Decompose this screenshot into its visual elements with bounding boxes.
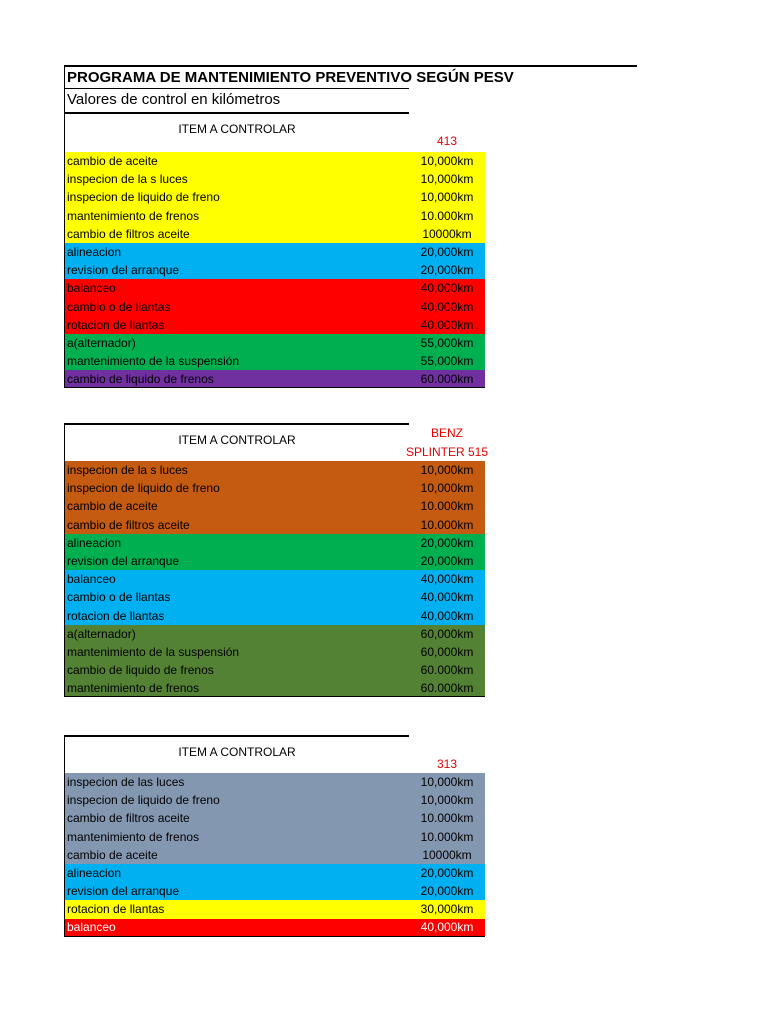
table-row xyxy=(64,479,485,497)
header-label: ITEM A CONTROLAR xyxy=(178,433,296,447)
km-value-cell: 40,000km xyxy=(420,572,474,587)
km-value-cell: 10,000km xyxy=(420,154,474,169)
table-row xyxy=(64,370,485,388)
table-row xyxy=(64,152,485,170)
table-row xyxy=(64,661,485,679)
item-cell: a(alternador) xyxy=(67,626,136,641)
km-value-cell: 10,000km xyxy=(420,190,474,205)
item-cell: inspecion de liquido de freno xyxy=(67,793,220,808)
table-row xyxy=(64,809,485,827)
km-value-cell: 10.000km xyxy=(420,499,474,514)
item-cell: cambio de aceite xyxy=(67,499,158,514)
item-cell: revision del arranque xyxy=(67,554,180,569)
item-cell: cambio de filtros aceite xyxy=(67,517,190,532)
table-row xyxy=(64,570,485,588)
item-cell: cambio de liquido de frenos xyxy=(67,371,214,386)
item-cell: alineacion xyxy=(67,535,122,550)
table-row xyxy=(64,261,485,279)
item-cell: alineacion xyxy=(67,245,122,260)
table-row xyxy=(64,279,485,297)
table-row xyxy=(64,170,485,188)
item-cell: balanceo xyxy=(67,281,116,296)
table-row xyxy=(64,552,485,570)
table-row xyxy=(64,588,485,606)
vehicle-label: 313 xyxy=(436,757,458,771)
item-cell: mantenimiento de frenos xyxy=(67,208,200,223)
table-row xyxy=(64,846,485,864)
header-label: ITEM A CONTROLAR xyxy=(178,122,296,136)
item-cell: mantenimiento de la suspensión xyxy=(67,644,240,659)
header-label: ITEM A CONTROLAR xyxy=(178,745,296,759)
table-row xyxy=(64,316,485,334)
km-value-cell: 60.000km xyxy=(420,663,474,678)
item-cell: cambio o de llantas xyxy=(67,299,171,314)
item-cell: rotacion de llantas xyxy=(67,608,165,623)
km-value-cell: 10,000km xyxy=(420,793,474,808)
km-value-cell: 30,000km xyxy=(420,902,474,917)
table-rows xyxy=(64,461,485,697)
item-cell: revision del arranque xyxy=(67,884,180,899)
km-value-cell: 55,000km xyxy=(420,335,474,350)
km-value-cell: 40,000km xyxy=(420,317,474,332)
km-value-cell: 60.000km xyxy=(420,371,474,386)
item-cell: cambio de liquido de frenos xyxy=(67,663,214,678)
km-value-cell: 10.000km xyxy=(420,811,474,826)
km-value-cell: 20,000km xyxy=(420,535,474,550)
table-row xyxy=(64,461,485,479)
table-row xyxy=(64,791,485,809)
table-row xyxy=(64,534,485,552)
item-cell: revision del arranque xyxy=(67,263,180,278)
km-value-cell: 20,000km xyxy=(420,866,474,881)
item-cell: mantenimiento de frenos xyxy=(67,680,200,695)
km-value-cell: 20,000km xyxy=(420,554,474,569)
item-cell: a(alternador) xyxy=(67,335,136,350)
table-header xyxy=(64,114,409,152)
table-header xyxy=(64,735,409,773)
km-value-cell: 60,000km xyxy=(420,644,474,659)
km-value-cell: 10.000km xyxy=(420,208,474,223)
km-value-cell: 20,000km xyxy=(420,884,474,899)
km-value-cell: 10000km xyxy=(422,226,472,241)
km-value-cell: 10.000km xyxy=(420,517,474,532)
km-value-cell: 40,000km xyxy=(420,299,474,314)
table-row xyxy=(64,516,485,534)
item-cell: alineacion xyxy=(67,866,122,881)
item-cell: rotacion de llantas xyxy=(67,317,165,332)
table-row xyxy=(64,334,485,352)
table-header xyxy=(64,423,409,461)
km-value-cell: 10000km xyxy=(422,847,472,862)
item-cell: balanceo xyxy=(67,572,116,587)
vehicle-label: 413 xyxy=(436,134,458,148)
km-value-cell: 60.000km xyxy=(420,680,474,695)
table-row xyxy=(64,773,485,791)
table-row xyxy=(64,882,485,900)
km-value-cell: 10,000km xyxy=(420,463,474,478)
table-row xyxy=(64,919,485,937)
maintenance-table-413 xyxy=(64,114,485,388)
km-value-cell: 40,000km xyxy=(420,281,474,296)
item-cell: cambio de filtros aceite xyxy=(67,811,190,826)
km-value-cell: 40,000km xyxy=(420,590,474,605)
item-cell: cambio o de llantas xyxy=(67,590,171,605)
item-cell: inspecion de la s luces xyxy=(67,172,188,187)
document-title: PROGRAMA DE MANTENIMIENTO PREVENTIVO SEGÚN PESV xyxy=(64,65,637,88)
item-cell: inspecion de liquido de freno xyxy=(67,481,220,496)
km-value-cell: 10,000km xyxy=(420,172,474,187)
table-rows xyxy=(64,773,485,937)
item-cell: inspecion de las luces xyxy=(67,775,185,790)
maintenance-table-splinter xyxy=(64,423,489,697)
table-row xyxy=(64,298,485,316)
table-row xyxy=(64,188,485,206)
table-row xyxy=(64,607,485,625)
table-row xyxy=(64,207,485,225)
table-row xyxy=(64,900,485,918)
table-row xyxy=(64,643,485,661)
item-cell: cambio de aceite xyxy=(67,847,158,862)
table-row xyxy=(64,625,485,643)
km-value-cell: 20,000km xyxy=(420,245,474,260)
vehicle-label-make: BENZ xyxy=(430,426,463,440)
item-cell: mantenimiento de frenos xyxy=(67,829,200,844)
table-row xyxy=(64,864,485,882)
table-row xyxy=(64,225,485,243)
item-cell: cambio de filtros aceite xyxy=(67,226,190,241)
km-value-cell: 10.000km xyxy=(420,829,474,844)
table-row xyxy=(64,352,485,370)
item-cell: inspecion de liquido de freno xyxy=(67,190,220,205)
km-value-cell: 60,000km xyxy=(420,626,474,641)
km-value-cell: 40,000km xyxy=(420,920,474,935)
maintenance-table-313 xyxy=(64,735,485,937)
item-cell: mantenimiento de la suspensión xyxy=(67,354,240,369)
item-cell: inspecion de la s luces xyxy=(67,463,188,478)
item-cell: cambio de aceite xyxy=(67,154,158,169)
table-rows xyxy=(64,152,485,388)
item-cell: rotacion de llantas xyxy=(67,902,165,917)
km-value-cell: 55,000km xyxy=(420,354,474,369)
item-cell: balanceo xyxy=(67,920,116,935)
km-value-cell: 40,000km xyxy=(420,608,474,623)
km-value-cell: 20,000km xyxy=(420,263,474,278)
vehicle-label-model: SPLINTER 515 xyxy=(405,445,489,459)
km-value-cell: 10,000km xyxy=(420,481,474,496)
table-row xyxy=(64,828,485,846)
table-row xyxy=(64,497,485,515)
table-row xyxy=(64,243,485,261)
km-value-cell: 10,000km xyxy=(420,775,474,790)
table-row xyxy=(64,679,485,697)
document-subtitle: Valores de control en kilómetros xyxy=(64,88,409,114)
